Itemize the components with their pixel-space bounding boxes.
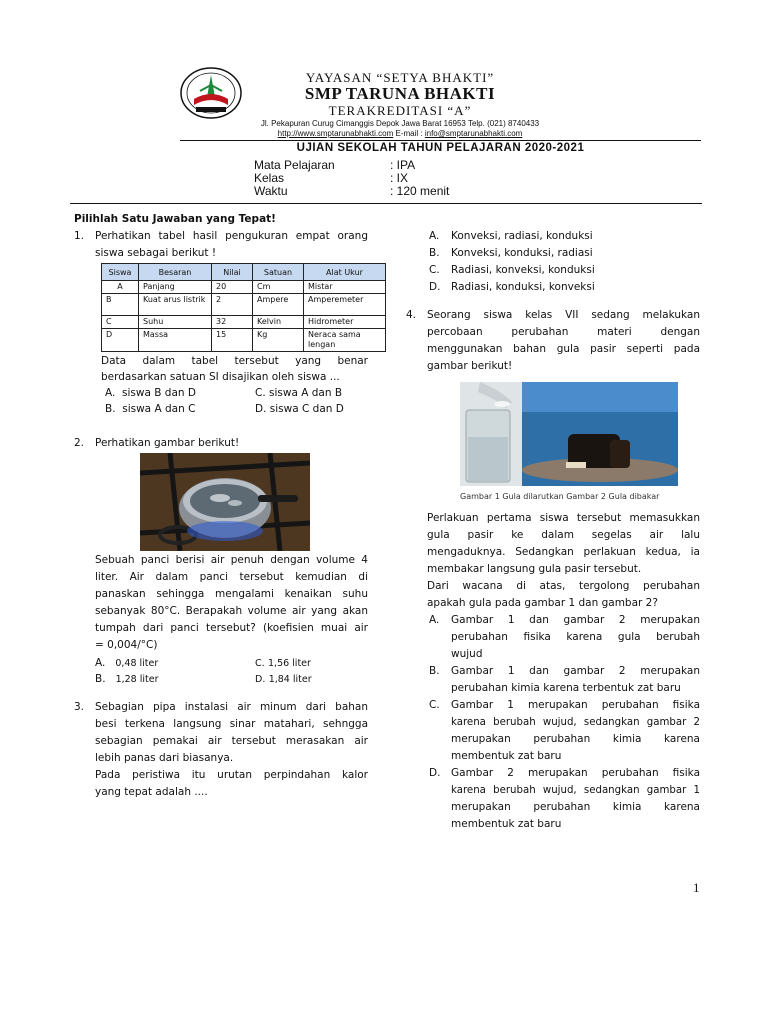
- q2-text: Perhatikan gambar berikut!: [95, 437, 240, 449]
- q4-option-b[interactable]: Gambar 1 dan gambar 2 merupakan perubahan kimia karena terbentuk zat baru: [451, 665, 700, 694]
- q3-number: 3.: [74, 701, 85, 713]
- q2-option-a[interactable]: A. 0,48 liter: [95, 657, 159, 669]
- q3-option-a[interactable]: A. Konveksi, radiasi, konduksi: [429, 230, 593, 242]
- q4-option-c[interactable]: Gambar 1 merupakan perubahan fisika karena berubah wujud, sedangkan gambar 2 merupakan perubahan kimia karena membentuk zat baru: [451, 699, 700, 762]
- q4-option-a-label[interactable]: A.: [429, 614, 440, 626]
- accreditation: TERAKREDITASI “A”: [328, 103, 472, 118]
- table-row: B Kuat arus listrik 2 Ampere Amperemeter: [102, 294, 386, 316]
- q1-number: 1.: [74, 230, 85, 242]
- q1-after-line2: berdasarkan satuan SI disajikan oleh siswa ...: [101, 371, 340, 383]
- meta-time: Waktu : 120 menit: [254, 184, 450, 198]
- q3-option-b[interactable]: B. Konveksi, konduksi, radiasi: [429, 247, 593, 259]
- q4-paragraph: Seorang siswa kelas VII sedang melakukan percobaan perubahan materi dengan menggunakan bahan gula pasir seperti pada gambar berikut!: [427, 309, 700, 372]
- email-link[interactable]: info@smptarunabhakti.com: [424, 129, 523, 138]
- q2-paragraph: Sebuah panci berisi air penuh dengan volume 4 liter. Air dalam panci tersebut kemudian di panaskan sehingga mengalami kenaikan suhu sebanyak 80°C. Berapakah volume air yang akan tumpah dari panci tersebut? (koefisien muai air = 0,004/°C): [95, 554, 368, 651]
- school-name: SMP TARUNA BHAKTI: [304, 84, 496, 103]
- q3-option-c[interactable]: C. Radiasi, konveksi, konduksi: [429, 264, 595, 276]
- q3-option-d[interactable]: D. Radiasi, konduksi, konveksi: [429, 281, 595, 293]
- th-satuan: Satuan: [253, 264, 304, 281]
- q4-option-d-label[interactable]: D.: [429, 767, 441, 779]
- table-header-row: [102, 264, 386, 281]
- q1-option-a[interactable]: A. siswa B dan D: [105, 387, 196, 399]
- q1-after-line1: Data dalam tabel tersebut yang benar: [101, 355, 368, 367]
- instruction: Pilihlah Satu Jawaban yang Tepat!: [74, 213, 276, 225]
- q2-option-c[interactable]: C. 1,56 liter: [255, 658, 311, 669]
- q4-number: 4.: [406, 309, 417, 321]
- header-divider: [180, 140, 701, 141]
- q1-text-line1: Perhatikan tabel hasil pengukuran empat orang: [95, 230, 368, 242]
- boiling-pot-image: [140, 453, 310, 551]
- q4-option-b-label[interactable]: B.: [429, 665, 440, 677]
- table-row: A Panjang 20 Cm Mistar: [102, 281, 386, 294]
- q4-option-c-label[interactable]: C.: [429, 699, 440, 711]
- measurement-table: [101, 263, 386, 352]
- q1-option-c[interactable]: C. siswa A dan B: [255, 387, 343, 399]
- foundation-name: YAYASAN “SETYA BHAKTI”: [305, 70, 495, 85]
- contact-line: [200, 129, 600, 138]
- th-besaran: Besaran: [139, 264, 212, 281]
- figure-caption: Gambar 1 Gula dilarutkan Gambar 2 Gula dibakar: [460, 492, 660, 501]
- school-address: Jl. Pekapuran Curug Cimanggis Depok Jawa Barat 16953 Telp. (021) 8740433: [260, 119, 540, 128]
- q2-number: 2.: [74, 437, 85, 449]
- q2-option-d[interactable]: D. 1,84 liter: [255, 674, 312, 685]
- table-row: C Suhu 32 Kelvin Hidrometer: [102, 316, 386, 329]
- th-siswa: Siswa: [102, 264, 139, 281]
- q4-option-d[interactable]: Gambar 2 merupakan perubahan fisika karena berubah wujud, sedangkan gambar 1 merupakan perubahan kimia karena membentuk zat baru: [451, 767, 700, 830]
- meta-class: Kelas : IX: [254, 171, 409, 185]
- website-link[interactable]: http://www.smptarunabhakti.com: [277, 129, 394, 138]
- sugar-experiment-image: [460, 382, 678, 486]
- meta-subject: Mata Pelajaran : IPA: [254, 158, 416, 172]
- th-nilai: Nilai: [212, 264, 253, 281]
- page-number: 1: [693, 880, 700, 895]
- q3-paragraph: Sebagian pipa instalasi air minum dari bahan besi terkena langsung sinar matahari, sehngga sebagian pemakai air tersebut merasakan air lebih panas dari biasanya. Pada peristiwa itu urutan perpindahan kalor yang tepat adalah ....: [95, 701, 368, 798]
- q1-text-line2: siswa sebagai berikut !: [95, 247, 217, 259]
- exam-title: UJIAN SEKOLAH TAHUN PELAJARAN 2020-2021: [296, 142, 585, 154]
- q4-option-a[interactable]: Gambar 1 dan gambar 2 merupakan perubahan fisika karena gula berubah wujud: [451, 614, 700, 660]
- q1-option-b[interactable]: B. siswa A dan C: [105, 403, 196, 415]
- table-row: D Massa 15 Kg Neraca sama lengan: [102, 329, 386, 352]
- meta-divider: [70, 203, 702, 204]
- th-alat-ukur: Alat Ukur: [304, 264, 386, 281]
- q1-option-d[interactable]: D. siswa C dan D: [255, 403, 344, 415]
- q4-paragraph-2: Perlakuan pertama siswa tersebut memasukkan gula pasir ke dalam segelas air lalu mengaduknya. Sedangkan perlakuan kedua, ia membakar langsung gula pasir tersebut. Dari wacana di atas, tergolong perubahan apakah gula pada gambar 1 dan gambar 2?: [427, 512, 700, 609]
- q2-option-b[interactable]: B. 1,28 liter: [95, 673, 159, 685]
- email-label: E-mail :: [395, 129, 423, 138]
